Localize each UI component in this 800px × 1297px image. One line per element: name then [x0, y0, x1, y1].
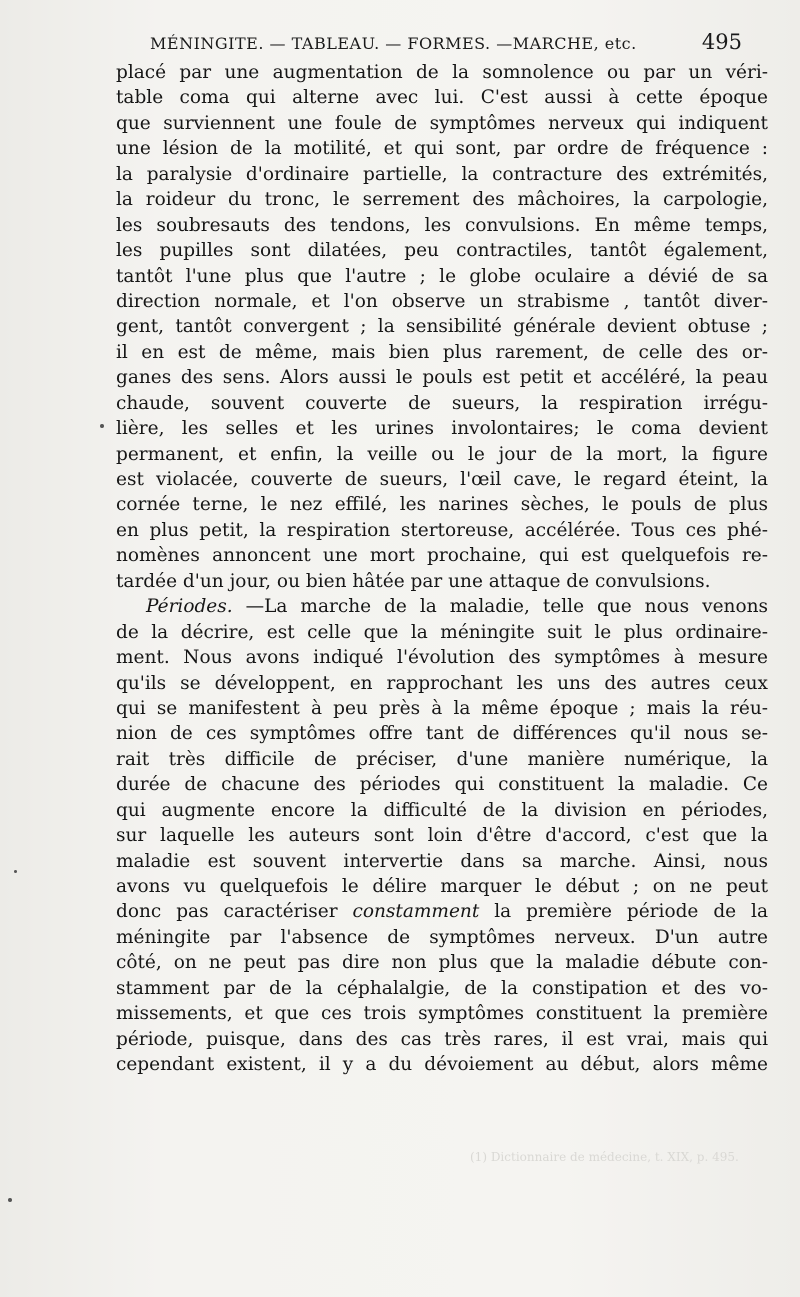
text-line: rait très difficile de préciser, d'une manière numérique, la	[116, 748, 768, 770]
margin-speck	[14, 870, 17, 873]
text-span: donc pas caractériser	[116, 901, 353, 923]
text-line: cependant existent, il y a du dévoiement au début, alors même	[116, 1054, 768, 1076]
text-line: stamment par de la céphalalgie, de la constipation et des vo-	[116, 977, 768, 999]
text-line: ment. Nous avons indiqué l'évolution des symptômes à mesure	[116, 647, 768, 669]
text-line: ganes des sens. Alors aussi le pouls est petit et accéléré, la peau	[116, 367, 768, 389]
bleed-through-footnote: (1) Dictionnaire de médecine, t. XIX, p. 495.	[470, 1150, 739, 1164]
page-header	[150, 30, 742, 60]
margin-speck	[8, 1198, 12, 1202]
text-line: durée de chacune des périodes qui constituent la maladie. Ce	[116, 774, 768, 796]
text-line	[116, 899, 768, 924]
text-line: qui augmente encore la difficulté de la division en périodes,	[116, 799, 768, 821]
text-line: tantôt l'une plus que l'autre ; le globe oculaire a dévié de sa	[116, 265, 768, 287]
body-text	[116, 60, 768, 1078]
emphasis-word: constamment	[352, 901, 480, 923]
text-line: tardée d'un jour, ou bien hâtée par une attaque de convulsions.	[116, 570, 711, 592]
running-head: MÉNINGITE. — TABLEAU. — FORMES. —MARCHE, etc.	[150, 34, 637, 53]
text-line: lière, les selles et les urines involontaires; le coma devient	[116, 418, 768, 440]
text-line: table coma qui alterne avec lui. C'est aussi à cette époque	[116, 87, 768, 109]
text-line: est violacée, couverte de sueurs, l'œil cave, le regard éteint, la	[116, 469, 768, 490]
text-line: chaude, souvent couverte de sueurs, la respiration irrégu-	[116, 392, 768, 414]
text-line: période, puisque, dans des cas très rares, il est vrai, mais qui	[116, 1028, 768, 1050]
text-line: permanent, et enfin, la veille ou le jour de la mort, la figure	[116, 443, 768, 465]
text-line: missements, et que ces trois symptômes constituent la première	[116, 1003, 768, 1025]
text-line: les pupilles sont dilatées, peu contractiles, tantôt également,	[116, 240, 768, 262]
text-line: maladie est souvent intervertie dans sa marche. Ainsi, nous	[116, 850, 768, 872]
text-line: en plus petit, la respiration stertoreuse, accélérée. Tous ces phé-	[116, 519, 768, 541]
text-line: méningite par l'absence de symptômes nerveux. D'un autre	[116, 926, 768, 948]
paragraph-symptoms	[116, 60, 768, 594]
text-line: la paralysie d'ordinaire partielle, la contracture des extrémités,	[116, 163, 768, 185]
text-line: côté, on ne peut pas dire non plus que la maladie débute con-	[116, 952, 768, 974]
text-line: nion de ces symptômes offre tant de différences qu'il nous se-	[116, 723, 768, 745]
text-line: les soubresauts des tendons, les convulsions. En même temps,	[116, 214, 768, 236]
text-line: il en est de même, mais bien plus rarement, de celle des or-	[116, 341, 768, 363]
text-line: qu'ils se développent, en rapprochant les uns des autres ceux	[116, 672, 768, 694]
text-line: sur laquelle les auteurs sont loin d'être d'accord, c'est que la	[116, 825, 768, 847]
text-line: direction normale, et l'on observe un strabisme , tantôt diver-	[116, 290, 768, 312]
text-line: que surviennent une foule de symptômes nerveux qui indiquent	[116, 112, 768, 134]
text-span: la première période de la	[479, 901, 768, 923]
text-line	[116, 594, 768, 619]
text-line: avons vu quelquefois le délire marquer le début ; on ne peut	[116, 876, 768, 897]
text-line: nomènes annoncent une mort prochaine, qui est quelquefois re-	[116, 545, 768, 567]
paragraph-periods	[116, 594, 768, 1077]
text-line: de la décrire, est celle que la méningite suit le plus ordinaire-	[116, 621, 768, 643]
text-line: placé par une augmentation de la somnolence ou par un véri-	[116, 62, 768, 83]
text-line: gent, tantôt convergent ; la sensibilité générale devient obtuse ;	[116, 316, 768, 338]
page-number: 495	[701, 30, 742, 54]
text-line: cornée terne, le nez effilé, les narines sèches, le pouls de plus	[116, 494, 768, 516]
text-line: une lésion de la motilité, et qui sont, par ordre de fréquence :	[116, 138, 768, 160]
section-heading: Périodes.	[146, 596, 233, 618]
text-span: —La marche de la maladie, telle que nous venons	[232, 596, 768, 618]
text-line: qui se manifestent à peu près à la même époque ; mais la réu-	[116, 697, 768, 719]
text-line: la roideur du tronc, le serrement des mâchoires, la carpologie,	[116, 189, 768, 211]
margin-speck	[100, 424, 104, 428]
